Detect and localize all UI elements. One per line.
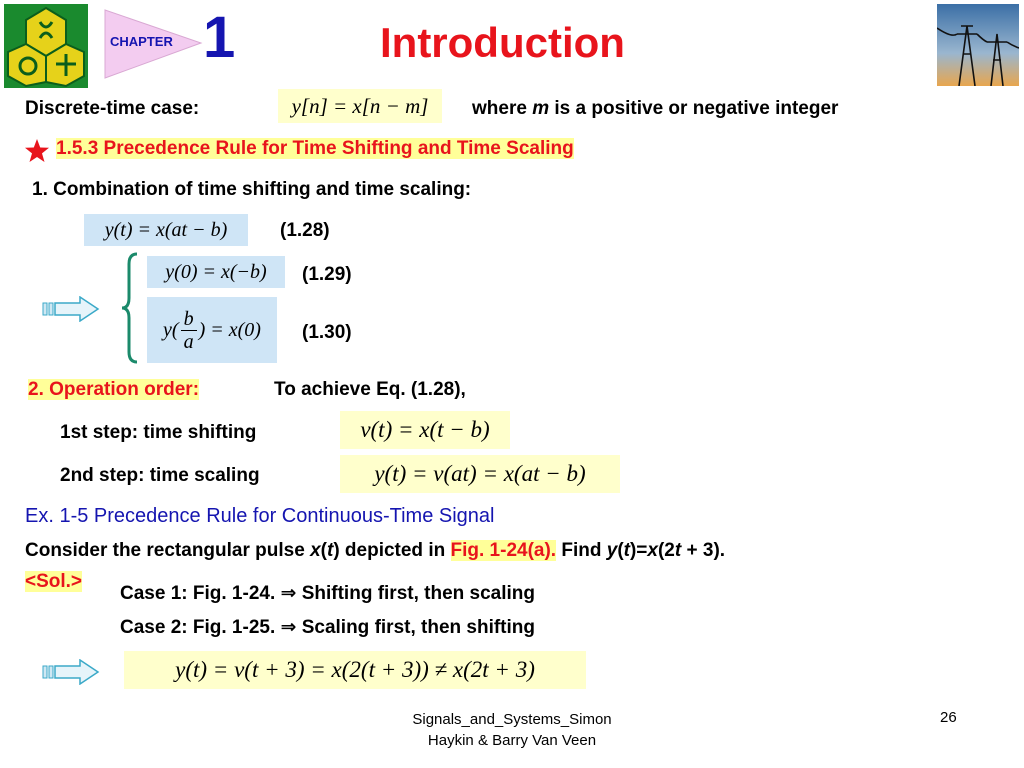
example-title: Ex. 1-5 Precedence Rule for Continuous-Time Signal <box>25 505 495 527</box>
step2-label: 2nd step: time scaling <box>60 465 260 486</box>
discrete-label: Discrete-time case: <box>25 98 200 119</box>
example-problem: Consider the rectangular pulse x(t) depicted in Fig. 1-24(a). Find y(t)=x(2t + 3). <box>25 540 726 561</box>
power-lines-image <box>937 4 1019 86</box>
implies-arrow-icon <box>42 296 100 322</box>
item1-text: 1. Combination of time shifting and time scaling: <box>32 179 472 200</box>
section-title: 1.5.3 Precedence Rule for Time Shifting and Time Scaling <box>56 138 574 159</box>
final-equation: y(t) = v(t + 3) = x(2(t + 3)) ≠ x(2t + 3) <box>124 651 586 689</box>
operation-order-text: To achieve Eq. (1.28), <box>274 379 466 400</box>
case1-text: Case 1: Fig. 1-24. ⇒ Shifting first, then scaling <box>120 582 536 604</box>
step1-equation: v(t) = x(t − b) <box>340 411 510 449</box>
footer-source: Signals_and_Systems_Simon Haykin & Barry Van Veen <box>412 711 612 749</box>
discrete-where-text: where m is a positive or negative integer <box>472 98 839 119</box>
chapter-number: 1 <box>203 5 236 70</box>
eq-1-30-number: (1.30) <box>302 322 352 343</box>
eq-1-29-number: (1.29) <box>302 264 352 285</box>
implies-arrow-icon <box>42 659 100 685</box>
solution-label: <Sol.> <box>25 571 83 592</box>
operation-order-heading: 2. Operation order: <box>28 379 200 400</box>
step1-label: 1st step: time shifting <box>60 422 257 443</box>
eq-1-30: y( b a ) = x(0) <box>147 297 277 363</box>
page-number: 26 <box>940 709 957 726</box>
step2-equation: y(t) = v(at) = x(at − b) <box>340 455 620 493</box>
eq-1-28: y(t) = x(at − b) <box>84 214 248 246</box>
chapter-label: CHAPTER <box>110 34 173 49</box>
left-brace <box>120 252 140 364</box>
figure-reference-link[interactable]: Fig. 1-24(a). <box>450 540 557 561</box>
case2-text: Case 2: Fig. 1-25. ⇒ Scaling first, then shifting <box>120 616 536 638</box>
page-title: Introduction <box>380 19 625 66</box>
discrete-equation: y[n] = x[n − m] <box>278 89 442 123</box>
eq-1-28-number: (1.28) <box>280 220 330 241</box>
logo <box>4 4 88 88</box>
star-icon <box>24 138 50 164</box>
eq-1-29: y(0) = x(−b) <box>147 256 285 288</box>
